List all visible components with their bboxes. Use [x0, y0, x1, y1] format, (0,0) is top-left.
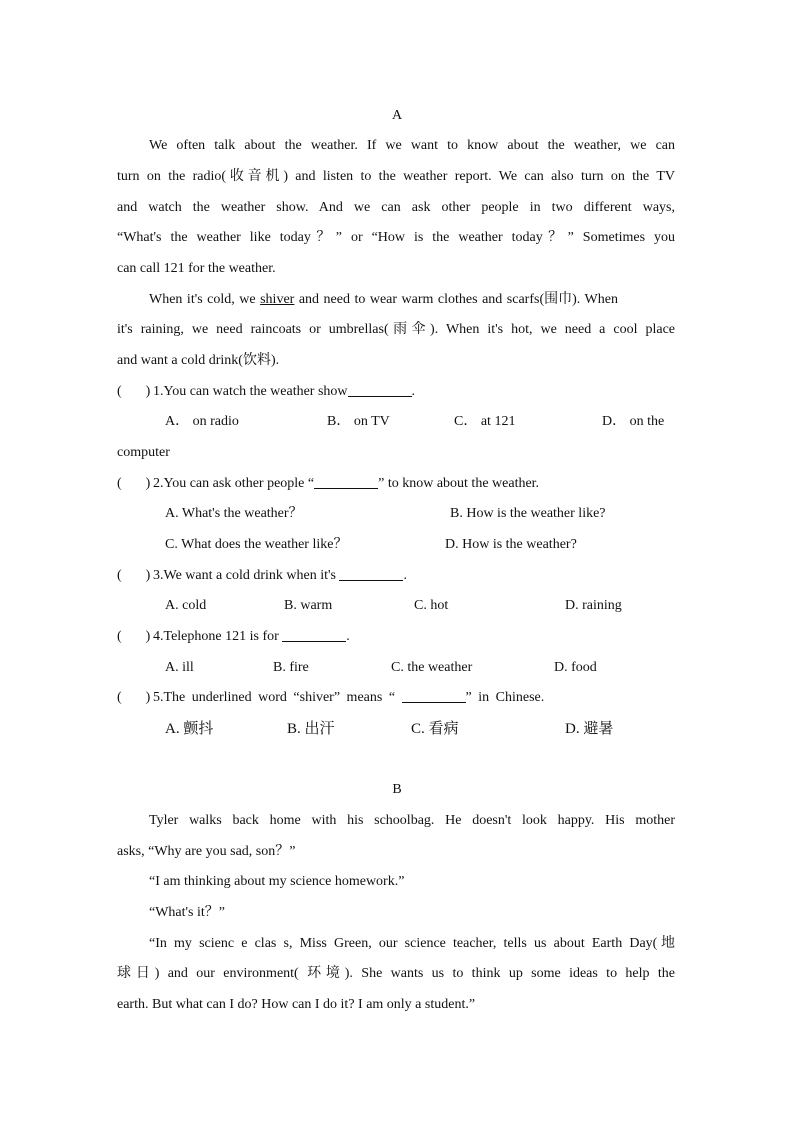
question-4: ( ) 4.Telephone 121 is for . — [117, 627, 675, 647]
q1-option-d[interactable]: D． on the — [602, 414, 665, 429]
passage-b-line1: Tyler walks back home with his schoolbag. He doesn't look happy. His mother — [149, 813, 675, 828]
section-a-heading: A — [391, 108, 403, 123]
q4-stem: 4.Telephone 121 is for — [153, 629, 283, 644]
q3-stem: 3.We want a cold drink when it's — [153, 568, 340, 583]
answer-paren[interactable]: ( ) — [117, 568, 151, 583]
passage-a-p1-line2: turn on the radio(收音机) and listen to the weather report. We can also turn on the TV — [117, 169, 675, 184]
passage-a-p2-line1 — [149, 290, 675, 310]
q3-option-d[interactable]: D. raining — [565, 598, 622, 613]
q1-option-c[interactable]: C． at 121 — [454, 414, 516, 429]
q5-stem: 5.The underlined word “shiver” means “ — [153, 690, 402, 705]
passage-b-line2: asks, “Why are you sad, son？” — [117, 844, 296, 859]
passage-b-line7: earth. But what can I do? How can I do it? I am only a student.” — [117, 997, 476, 1012]
passage-b-line5: “In my scienc e clas s, Miss Green, our science teacher, tells us about Earth Day(地 — [149, 936, 675, 951]
passage-a-p1-line4: “What's the weather like today？” or “How is the weather today？” Sometimes you — [117, 230, 675, 245]
question-1: ( ) 1.You can watch the weather show . — [117, 382, 675, 402]
q5-option-d[interactable]: D. 避暑 — [565, 721, 614, 737]
answer-paren[interactable]: ( ) — [117, 384, 151, 399]
q4-option-d[interactable]: D. food — [554, 660, 597, 675]
q2-option-a[interactable]: A. What's the weather？ — [165, 506, 303, 521]
q4-option-b[interactable]: B. fire — [273, 660, 309, 675]
q2-option-d[interactable]: D. How is the weather? — [445, 537, 577, 552]
p2-line1-post: and need to wear warm clothes and scarfs(围巾). When — [294, 292, 618, 307]
q2-stem: 2.You can ask other people “ — [153, 476, 315, 491]
question-3: ( ) 3.We want a cold drink when it's . — [117, 566, 675, 586]
question-2: ( ) 2.You can ask other people “ ” to know about the weather. — [117, 474, 675, 494]
passage-a-p1-line1: We often talk about the weather. If we want to know about the weather, we can — [149, 138, 675, 153]
q1-stem: 1.You can watch the weather show — [153, 384, 348, 399]
passage-a-p2-line2: it's raining, we need raincoats or umbrellas(雨伞). When it's hot, we need a cool place — [117, 322, 675, 337]
q2-blank[interactable] — [314, 474, 378, 489]
q3-option-c[interactable]: C. hot — [414, 598, 449, 613]
passage-b-line6: 球日) and our environment( 环境). She wants us to think up some ideas to help the — [117, 966, 675, 981]
question-5: ( ) 5.The underlined word “shiver” means “ ” in Chinese. — [117, 688, 675, 708]
passage-a-p2-line3: and want a cold drink(饮料). — [117, 353, 280, 368]
q5-option-c[interactable]: C. 看病 — [411, 721, 459, 737]
p2-line1-pre: When it's cold, we — [149, 292, 261, 307]
answer-paren[interactable]: ( ) — [117, 476, 151, 491]
q5-blank[interactable] — [402, 688, 466, 703]
passage-a-p1-line3: and watch the weather show. And we can ask other people in two different ways, — [117, 200, 675, 215]
q1-option-d-continued: computer — [117, 445, 170, 460]
passage-b-line3: “I am thinking about my science homework.” — [149, 874, 405, 889]
q4-option-c[interactable]: C. the weather — [391, 660, 473, 675]
q1-option-a[interactable]: A． on radio — [165, 414, 239, 429]
q1-blank[interactable] — [348, 382, 412, 397]
q4-option-a[interactable]: A. ill — [165, 660, 194, 675]
answer-paren[interactable]: ( ) — [117, 690, 151, 705]
q3-option-a[interactable]: A. cold — [165, 598, 207, 613]
q1-option-b[interactable]: B． on TV — [327, 414, 390, 429]
passage-b-line4: “What's it？” — [149, 905, 225, 920]
answer-paren[interactable]: ( ) — [117, 629, 151, 644]
q3-option-b[interactable]: B. warm — [284, 598, 333, 613]
q2-option-c[interactable]: C. What does the weather like？ — [165, 537, 348, 552]
q5-option-a[interactable]: A. 颤抖 — [165, 721, 214, 737]
q5-option-b[interactable]: B. 出汗 — [287, 721, 335, 737]
section-b-heading: B — [392, 782, 402, 797]
q2-option-b[interactable]: B. How is the weather like? — [450, 506, 606, 521]
underlined-word-shiver: shiver — [260, 292, 295, 307]
q4-blank[interactable] — [282, 627, 346, 642]
q3-blank[interactable] — [339, 566, 403, 581]
passage-a-p1-line5: can call 121 for the weather. — [117, 261, 276, 276]
